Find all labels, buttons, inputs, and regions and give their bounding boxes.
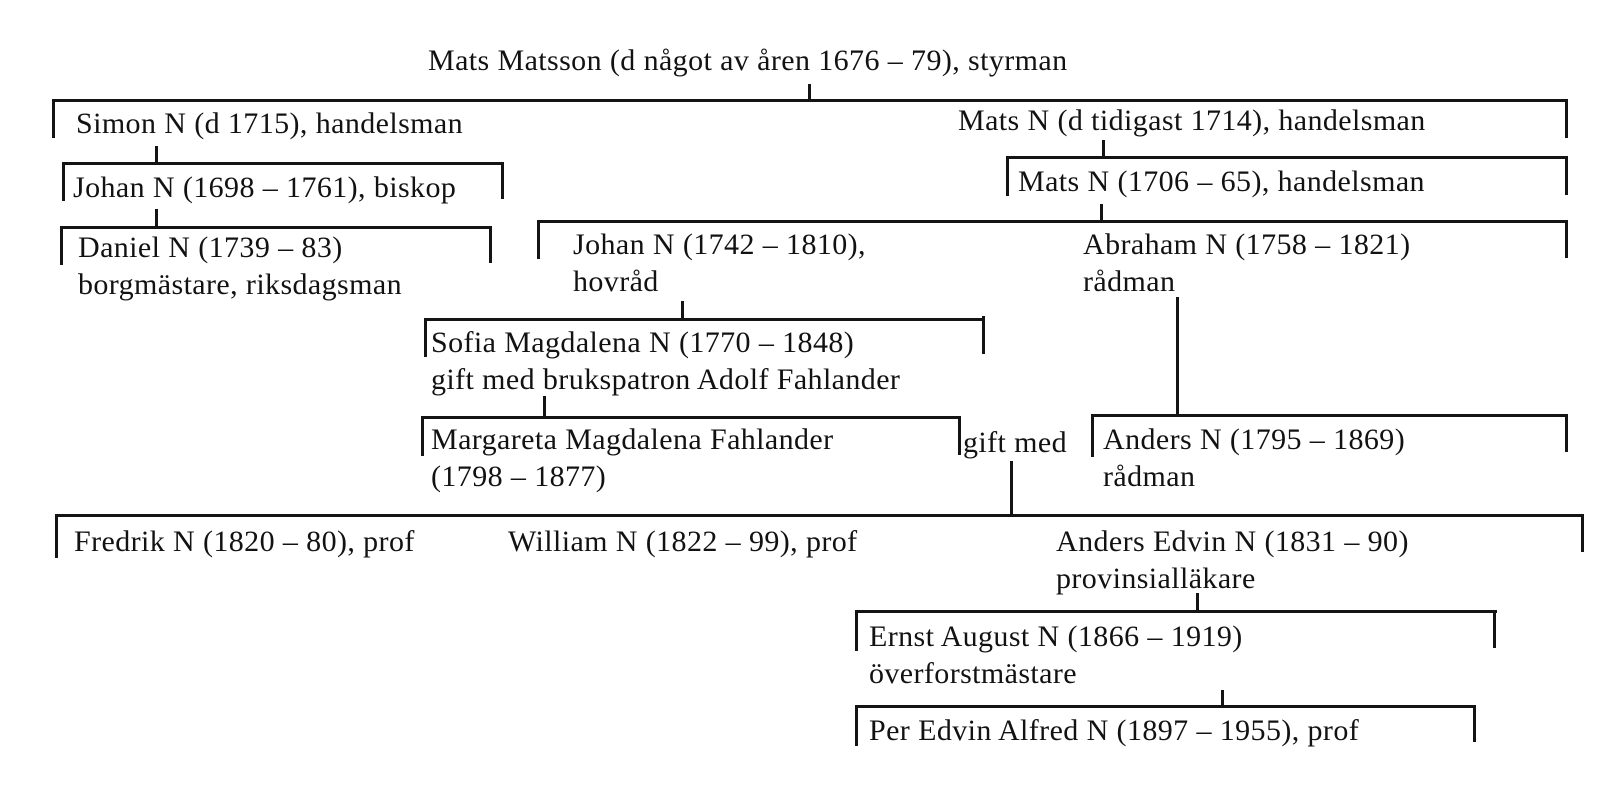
person-abraham-title: rådman [1083,265,1176,298]
person-abraham [1083,226,1410,300]
johan-biskop-right-bracket [501,162,504,199]
daniel-left-bracket [60,226,63,265]
johan-biskop-left-bracket [62,162,65,201]
gen4-sibling-line [537,220,1568,223]
sofia-right-bracket [982,316,985,354]
abraham-descender-line [1176,297,1179,417]
person-anders-name: Anders N (1795 – 1869) [1103,423,1406,456]
gen1-right-bracket [1565,99,1568,138]
person-sofia-name: Sofia Magdalena N (1770 – 1848) [431,326,855,359]
person-mats-1706 [1018,163,1425,200]
person-johan-biskop [73,169,456,206]
per-edvin-left-bracket [855,705,858,746]
person-margareta-years: (1798 – 1877) [431,460,607,493]
person-sofia [431,324,900,398]
person-johan-hovrad-name: Johan N (1742 – 1810), [573,228,866,261]
ernst-right-bracket [1493,610,1496,648]
person-johan-biskop-text: Johan N (1698 – 1761), biskop [73,171,457,204]
person-anders-title: rådman [1103,460,1196,493]
person-daniel-name: Daniel N (1739 – 83) [78,231,343,264]
marriage-descender-line [1010,461,1013,517]
margareta-left-bracket [421,416,424,456]
sofia-bracket-line [424,318,985,321]
marriage-label [963,424,1067,461]
person-abraham-name: Abraham N (1758 – 1821) [1083,228,1411,261]
person-ernst-title: överforstmästare [869,657,1077,690]
person-mats-matsson-text: Mats Matsson (d något av åren 1676 – 79), styrman [428,44,1068,77]
person-mats-elder [958,102,1426,139]
person-mats-elder-text: Mats N (d tidigast 1714), handelsman [958,104,1426,137]
person-per-edvin [869,712,1359,749]
mats-1706-bracket-line [1006,156,1568,159]
gen1-left-bracket [52,99,55,138]
person-fredrik-text: Fredrik N (1820 – 80), prof [74,525,415,558]
johan-biskop-bracket-line [62,162,504,165]
margareta-right-bracket [958,416,961,455]
marriage-label-text: gift med [963,426,1068,459]
anders-right-bracket [1565,414,1568,452]
ernst-bracket-line [855,610,1497,613]
margareta-bracket-line [421,416,961,419]
per-edvin-bracket-line [855,705,1476,708]
gen7-left-bracket [55,514,58,558]
daniel-right-bracket [489,226,492,263]
person-fredrik [74,523,415,560]
person-anders-edvin-name: Anders Edvin N (1831 – 90) [1056,525,1409,558]
person-daniel [78,229,402,303]
person-sofia-marriage: gift med brukspatron Adolf Fahlander [431,363,901,396]
person-anders [1103,421,1405,495]
gen4-left-bracket [537,220,540,259]
person-ernst-name: Ernst August N (1866 – 1919) [869,620,1243,653]
anders-bracket-line [1091,414,1568,417]
person-margareta-name: Margareta Magdalena Fahlander [431,423,834,456]
anders-left-bracket [1091,414,1094,457]
gen7-right-bracket [1581,514,1584,552]
person-simon-text: Simon N (d 1715), handelsman [76,107,463,140]
gen7-sibling-line [55,514,1584,517]
person-daniel-title: borgmästare, riksdagsman [78,268,402,301]
per-edvin-right-bracket [1473,705,1476,742]
person-anders-edvin [1056,523,1409,597]
person-william-text: William N (1822 – 99), prof [508,525,858,558]
mats-1706-left-bracket [1006,156,1009,196]
person-johan-hovrad [573,226,866,300]
person-margareta [431,421,834,495]
sofia-left-bracket [424,318,427,357]
person-simon [76,105,463,142]
person-william [508,523,858,560]
person-mats-1706-text: Mats N (1706 – 65), handelsman [1018,165,1425,198]
mats-1706-right-bracket [1565,156,1568,195]
gen4-right-bracket [1565,220,1568,258]
person-per-edvin-text: Per Edvin Alfred N (1897 – 1955), prof [869,714,1360,747]
person-anders-edvin-title: provinsialläkare [1056,562,1256,595]
ernst-left-bracket [855,610,858,651]
person-johan-hovrad-title: hovråd [573,265,659,298]
person-ernst [869,618,1243,692]
person-mats-matsson [428,42,1068,79]
